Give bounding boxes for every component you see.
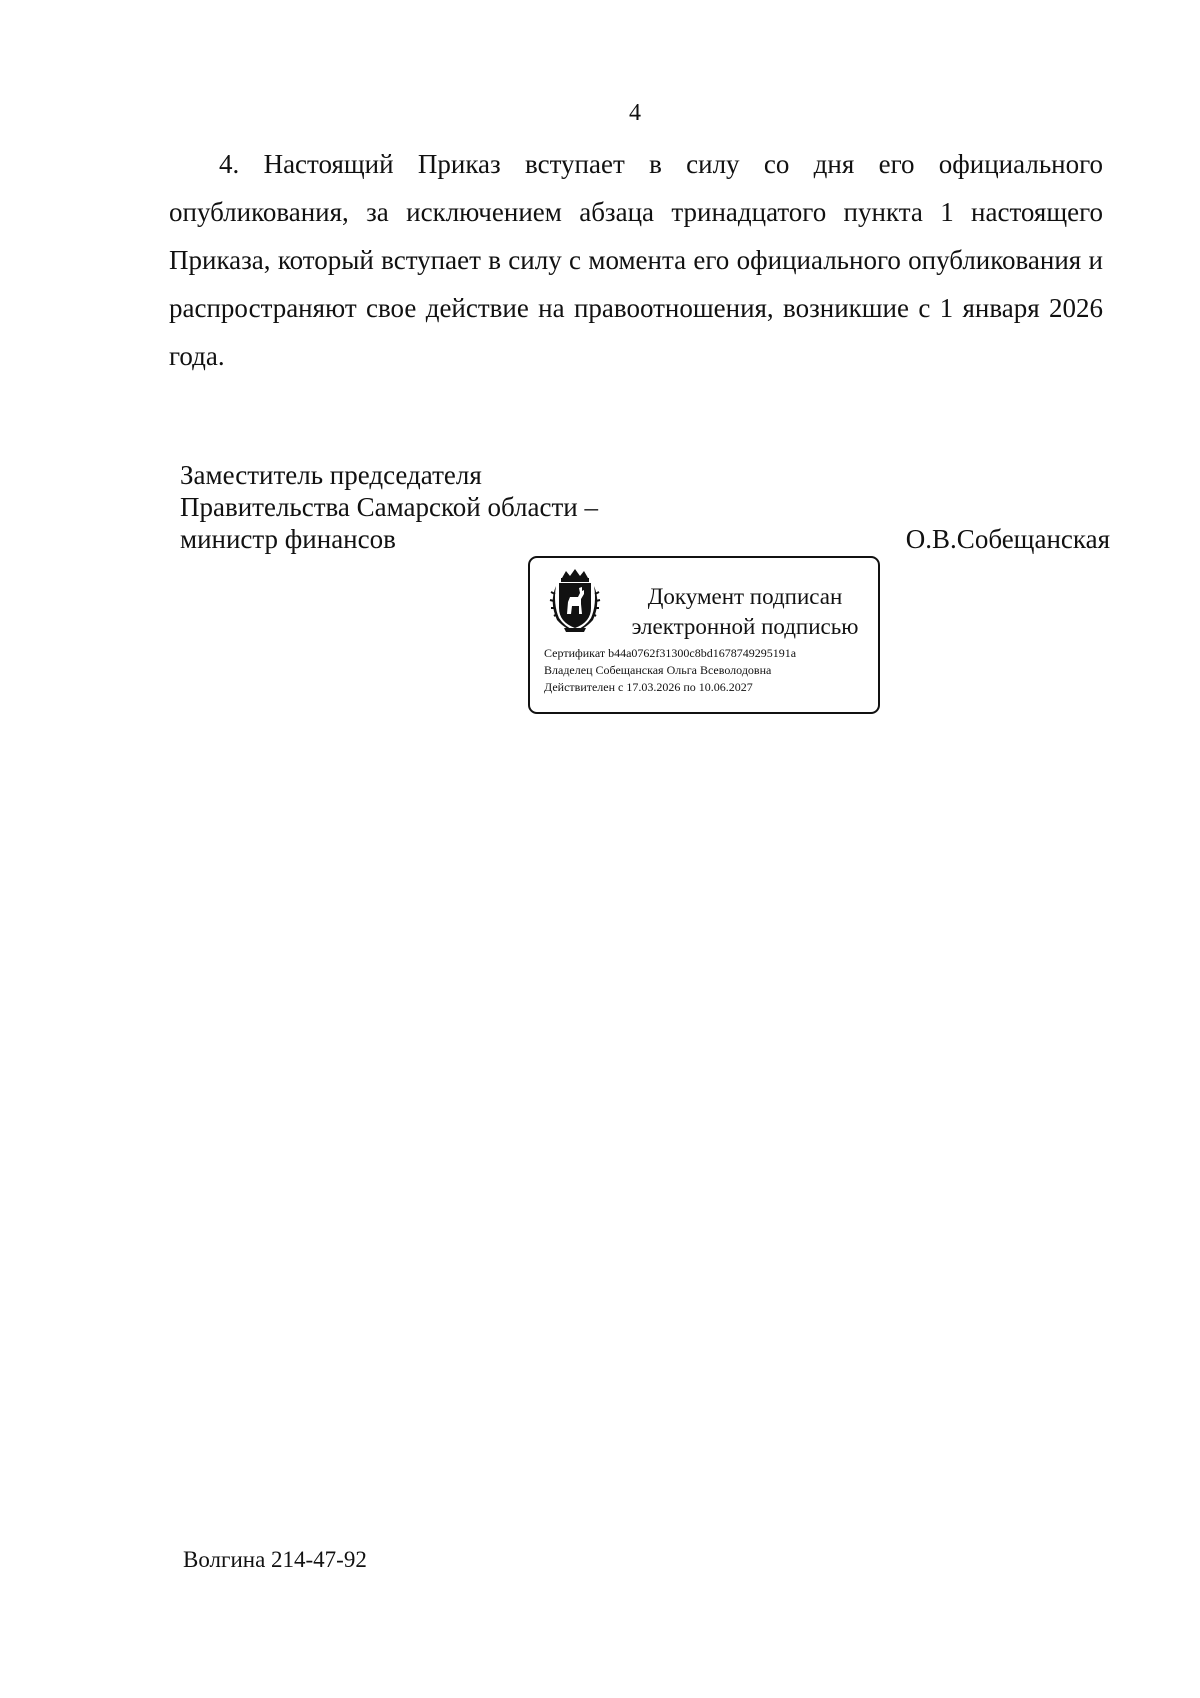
page-number: 4 bbox=[629, 100, 641, 126]
executor-contact: Волгина 214-47-92 bbox=[183, 1547, 367, 1572]
stamp-title bbox=[610, 582, 880, 642]
stamp-owner: Владелец Собещанская Ольга Всеволодовна bbox=[544, 663, 772, 677]
stamp-details bbox=[544, 645, 796, 696]
coat-of-arms-icon bbox=[544, 568, 606, 634]
stamp-title-line-2: электронной подписью bbox=[631, 614, 859, 639]
stamp-title-line-1: Документ подписан bbox=[647, 584, 843, 609]
electronic-signature-stamp bbox=[528, 556, 880, 714]
stamp-validity: Действителен с 17.03.2026 по 10.06.2027 bbox=[544, 680, 753, 694]
order-clause-paragraph: 4. Настоящий Приказ вступает в силу со дня его официального опубликования, за исключением абзаца тринадцатого пункта 1 настоящего Приказа, который вступает в силу с момента его официального опубликования и распространяют свое действие на правоотношения, возникшие с 1 января 2026 года. bbox=[169, 149, 1103, 371]
signatory-block bbox=[180, 459, 598, 555]
signatory-position-line-3: министр финансов bbox=[180, 524, 396, 554]
stamp-certificate: Сертификат b44a0762f31300c8bd1678749295191a bbox=[544, 646, 797, 660]
signatory-name: О.В.Собещанская bbox=[905, 524, 1110, 554]
signatory-position-line-2: Правительства Самарской области – bbox=[180, 492, 598, 522]
signatory-position-line-1: Заместитель председателя bbox=[180, 460, 482, 490]
